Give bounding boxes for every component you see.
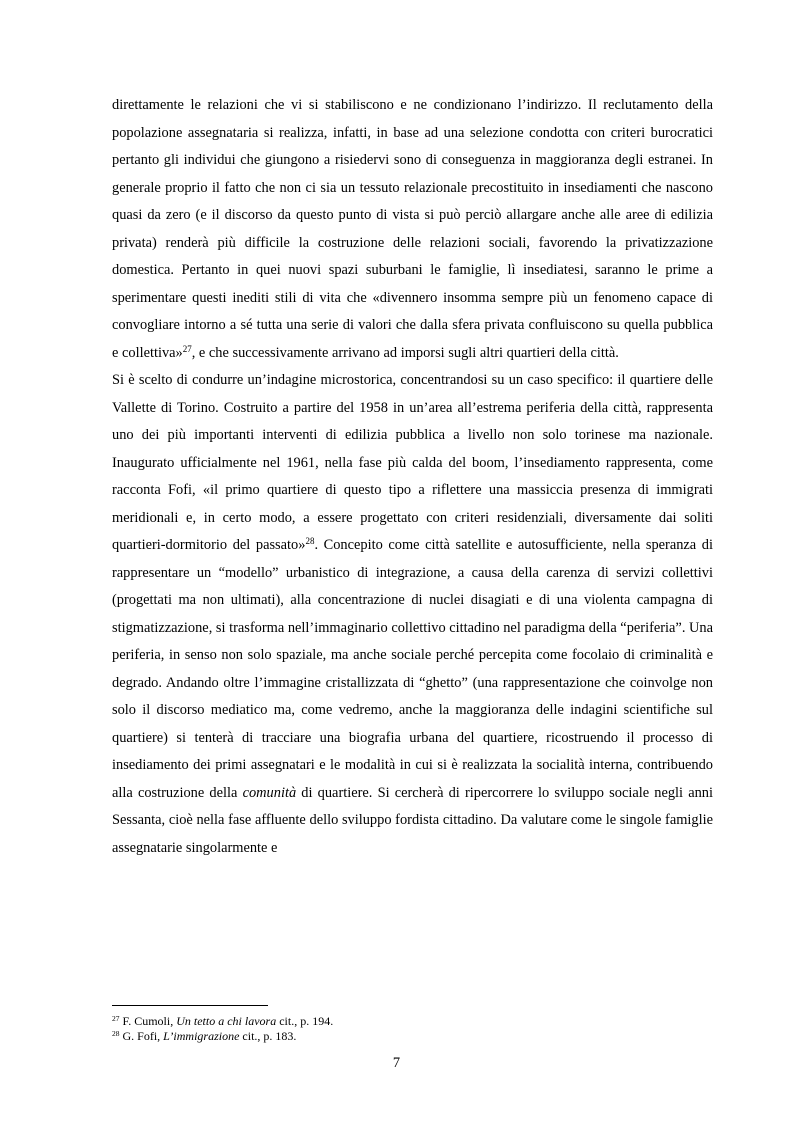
text-run: Si è scelto di condurre un’indagine microstorica, concentrandosi su un caso specifico: il quartiere delle Vallette di Torino. Costruito a partire del 1958 in un’area all’estrema periferia della città, rappresenta uno dei più importanti interventi di edilizia pubblica a livello non solo torinese ma nazionale. Inaugurato ufficialmente nel 1961, nella fase più calda del boom, l’insediamento rappresenta, come racconta Fofi, «il primo quartiere di questo tipo a riflettere una massiccia presenza di immigrati meridionali e, in certo modo, a essere progettato con criteri residenziali, diversamente dai soliti quartieri-dormitorio del passato» [112, 372, 713, 553]
footnote-author: G. Fofi, [122, 1029, 164, 1043]
page-number: 7 [392, 1055, 401, 1071]
footnote-title: Un tetto a chi lavora [176, 1014, 277, 1028]
footnote-number: 27 [112, 1014, 120, 1023]
footnotes [112, 1014, 713, 1044]
footnote [112, 1029, 713, 1044]
emphasis-text: comunità [242, 784, 297, 801]
footnote-number: 28 [112, 1029, 120, 1038]
paragraph [112, 92, 713, 367]
footnote-reference[interactable]: 28 [305, 536, 315, 546]
text-run: . Concepito come città satellite e autosufficiente, nella speranza di rappresentare un “modello” urbanistico di integrazione, a causa della carenza di servizi collettivi (progettati ma non ultimati), alla concentrazione di nuclei disagiati e di una violenta campagna di stigmatizzazione, si trasforma nell’immaginario collettivo cittadino nel paradigma della “periferia”. Una periferia, in senso non solo spaziale, ma anche sociale perché percepita come focolaio di criminalità e degrado. Andando oltre l’immagine cristallizzata di “ghetto” (una rappresentazione che coinvolge non solo il discorso mediatico ma, come vedremo, anche la maggioranza delle indagini scientifiche sul quartiere) si tenterà di tracciare una biografia urbana del quartiere, ricostruendo il processo di insediamento dei primi assegnatari e le modalità in cui si è realizzata la socialità interna, contribuendo alla costruzione della [112, 537, 713, 801]
text-run: direttamente le relazioni che vi si stabiliscono e ne condizionano l’indirizzo. Il reclutamento della popolazione assegnataria si realizza, infatti, in base ad una selezione condotta con criteri burocratici pertanto gli individui che giungono a risiedervi sono di conseguenza in maggioranza degli estranei. In generale proprio il fatto che non ci sia un tessuto relazionale precostituito in insediamenti che nascono quasi da zero (e il discorso da questo punto di vista si può perciò allargare anche alle aree di edilizia privata) renderà più difficile la costruzione delle relazioni sociali, favorendo la privatizzazione domestica. Pertanto in quei nuovi spazi suburbani le famiglie, lì insediatesi, saranno le prime a sperimentare questi inediti stili di vita che «divennero insomma sempre più un fenomeno capace di convogliare intorno a sé tutta una serie di valori che dalla sfera privata confluiscono su quella pubblica e collettiva» [112, 97, 713, 361]
footnote-author: F. Cumoli, [122, 1014, 177, 1028]
footnote-citation: cit., p. 194. [276, 1014, 334, 1028]
footnote [112, 1014, 713, 1029]
text-run: , e che successivamente arrivano ad imporsi sugli altri quartieri della città. [191, 344, 619, 361]
footnote-title: L’immigrazione [163, 1029, 240, 1043]
footnote-citation: cit., p. 183. [239, 1029, 297, 1043]
main-text [112, 92, 713, 862]
text-run: di quartiere. Si cercherà di ripercorrere lo sviluppo sociale negli anni Sessanta, cioè nella fase affluente dello sviluppo fordista cittadino. Da valutare come le singole famiglie assegnatarie singolarmente e [112, 784, 713, 856]
footnote-reference[interactable]: 27 [182, 343, 192, 354]
paragraph [112, 367, 713, 862]
footnote-separator [112, 1005, 268, 1006]
